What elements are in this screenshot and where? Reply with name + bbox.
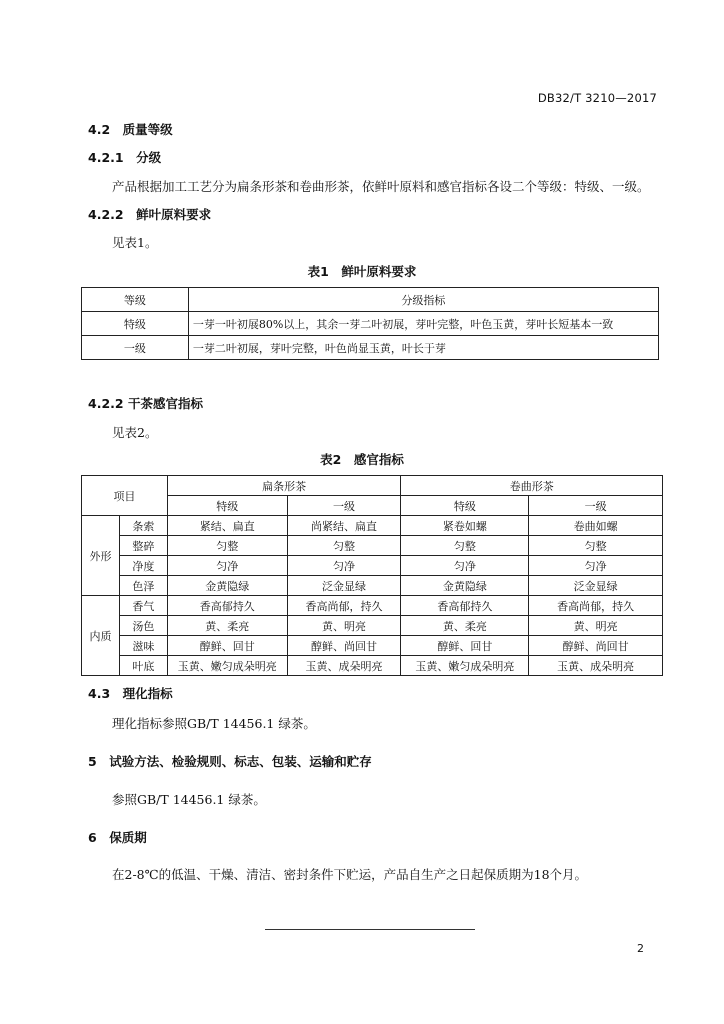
table2-cell: 匀净: [167, 556, 287, 576]
table2-cell: 醇鲜、尚回甘: [529, 636, 663, 656]
table2-grade-header: 一级: [529, 496, 663, 516]
table2-cell: 泛金显绿: [287, 576, 401, 596]
table2-cell: 玉黄、成朵明亮: [287, 656, 401, 676]
table2-cell: 卷曲如螺: [529, 516, 663, 536]
table1-header-row: [82, 288, 659, 312]
table-row: [82, 576, 663, 596]
section-4-3-title: 4.3 理化指标: [88, 686, 173, 701]
table2-row-label: 整碎: [119, 536, 167, 556]
section-5-title: 5 试验方法、检验规则、标志、包装、运输和贮存: [88, 754, 372, 769]
table2-cell: 醇鲜、回甘: [401, 636, 529, 656]
table2-group-header: 卷曲形茶: [401, 476, 663, 496]
section-5-text: 参照GB/T 14456.1 绿茶。: [112, 792, 266, 807]
table2-cell: 香高郁持久: [401, 596, 529, 616]
table-row: [82, 616, 663, 636]
table-row: [82, 656, 663, 676]
table2-group-label: 外形: [82, 516, 120, 596]
end-divider: [265, 929, 475, 930]
table2-group-label: 内质: [82, 596, 120, 676]
table2-row-label: 净度: [119, 556, 167, 576]
table2-grade-header: 一级: [287, 496, 401, 516]
table-row: [82, 556, 663, 576]
table2-cell: 匀净: [401, 556, 529, 576]
table2-cell: 醇鲜、回甘: [167, 636, 287, 656]
table2-cell: 匀净: [287, 556, 401, 576]
table2-group-header-row: [82, 476, 663, 496]
table2-item-header: 项目: [82, 476, 168, 516]
table2-cell: 匀净: [529, 556, 663, 576]
table2-grade-header: 特级: [401, 496, 529, 516]
table2-cell: 匀整: [529, 536, 663, 556]
page-number: 2: [637, 942, 644, 955]
table2-cell: 玉黄、嫩匀成朵明亮: [401, 656, 529, 676]
table1-header-grade: 等级: [82, 288, 189, 312]
section-6-title: 6 保质期: [88, 830, 147, 845]
table2-cell: 紧卷如螺: [401, 516, 529, 536]
table2-caption: 表2 感官指标: [320, 452, 404, 467]
table1-cell: 一级: [82, 336, 189, 360]
section-4-2-1-title: 4.2.1 分级: [88, 150, 162, 165]
table-row: [82, 336, 659, 360]
table2-row-label: 叶底: [119, 656, 167, 676]
table2-cell: 黄、柔亮: [167, 616, 287, 636]
table2-row-label: 滋味: [119, 636, 167, 656]
table2-cell: 尚紧结、扁直: [287, 516, 401, 536]
table1: [81, 287, 659, 360]
table1-cell: 一芽二叶初展，芽叶完整，叶色尚显玉黄，叶长于芽: [188, 336, 658, 360]
table2-cell: 醇鲜、尚回甘: [287, 636, 401, 656]
table2-cell: 黄、明亮: [287, 616, 401, 636]
table-row: [82, 312, 659, 336]
table-row: [82, 516, 663, 536]
table1-cell: 特级: [82, 312, 189, 336]
table2-cell: 香高郁持久: [167, 596, 287, 616]
table2-grade-header: 特级: [167, 496, 287, 516]
table2-row-label: 香气: [119, 596, 167, 616]
section-4-2-1-text: 产品根据加工工艺分为扁条形茶和卷曲形茶，依鲜叶原料和感官指标各设二个等级：特级、一级。: [112, 179, 650, 194]
table1-cell: 一芽一叶初展80%以上，其余一芽二叶初展，芽叶完整，叶色玉黄，芽叶长短基本一致: [188, 312, 658, 336]
table2-cell: 香高尚郁，持久: [287, 596, 401, 616]
table1-caption: 表1 鲜叶原料要求: [307, 264, 417, 279]
table2-cell: 黄、柔亮: [401, 616, 529, 636]
table2-cell: 匀整: [401, 536, 529, 556]
table2-row-label: 色泽: [119, 576, 167, 596]
table-row: [82, 596, 663, 616]
table1-header-criteria: 分级指标: [188, 288, 658, 312]
section-4-2-title: 4.2 质量等级: [88, 122, 173, 137]
table2-cell: 金黄隐绿: [401, 576, 529, 596]
table-row: [82, 536, 663, 556]
table2-row-label: 汤色: [119, 616, 167, 636]
section-4-2-2b-title: 4.2.2 干茶感官指标: [88, 396, 203, 411]
table2-cell: 玉黄、嫩匀成朵明亮: [167, 656, 287, 676]
table2-cell: 匀整: [287, 536, 401, 556]
table2-cell: 匀整: [167, 536, 287, 556]
table2-cell: 香高尚郁，持久: [529, 596, 663, 616]
table-row: [82, 636, 663, 656]
table2-cell: 黄、明亮: [529, 616, 663, 636]
table2-row-label: 条索: [119, 516, 167, 536]
section-4-2-2b-text: 见表2。: [112, 425, 158, 440]
section-6-text: 在2-8℃的低温、干燥、清洁、密封条件下贮运，产品自生产之日起保质期为18个月。: [112, 867, 588, 882]
table2-group-header: 扁条形茶: [167, 476, 401, 496]
section-4-2-2-title: 4.2.2 鲜叶原料要求: [88, 207, 212, 222]
section-4-2-2-text: 见表1。: [112, 235, 158, 250]
table2-cell: 金黄隐绿: [167, 576, 287, 596]
table2: [81, 475, 663, 676]
table2-cell: 玉黄、成朵明亮: [529, 656, 663, 676]
table2-cell: 紧结、扁直: [167, 516, 287, 536]
table2-grade-header-row: [82, 496, 663, 516]
table2-cell: 泛金显绿: [529, 576, 663, 596]
document-code: DB32/T 3210—2017: [537, 91, 657, 105]
section-4-3-text: 理化指标参照GB/T 14456.1 绿茶。: [112, 716, 316, 731]
